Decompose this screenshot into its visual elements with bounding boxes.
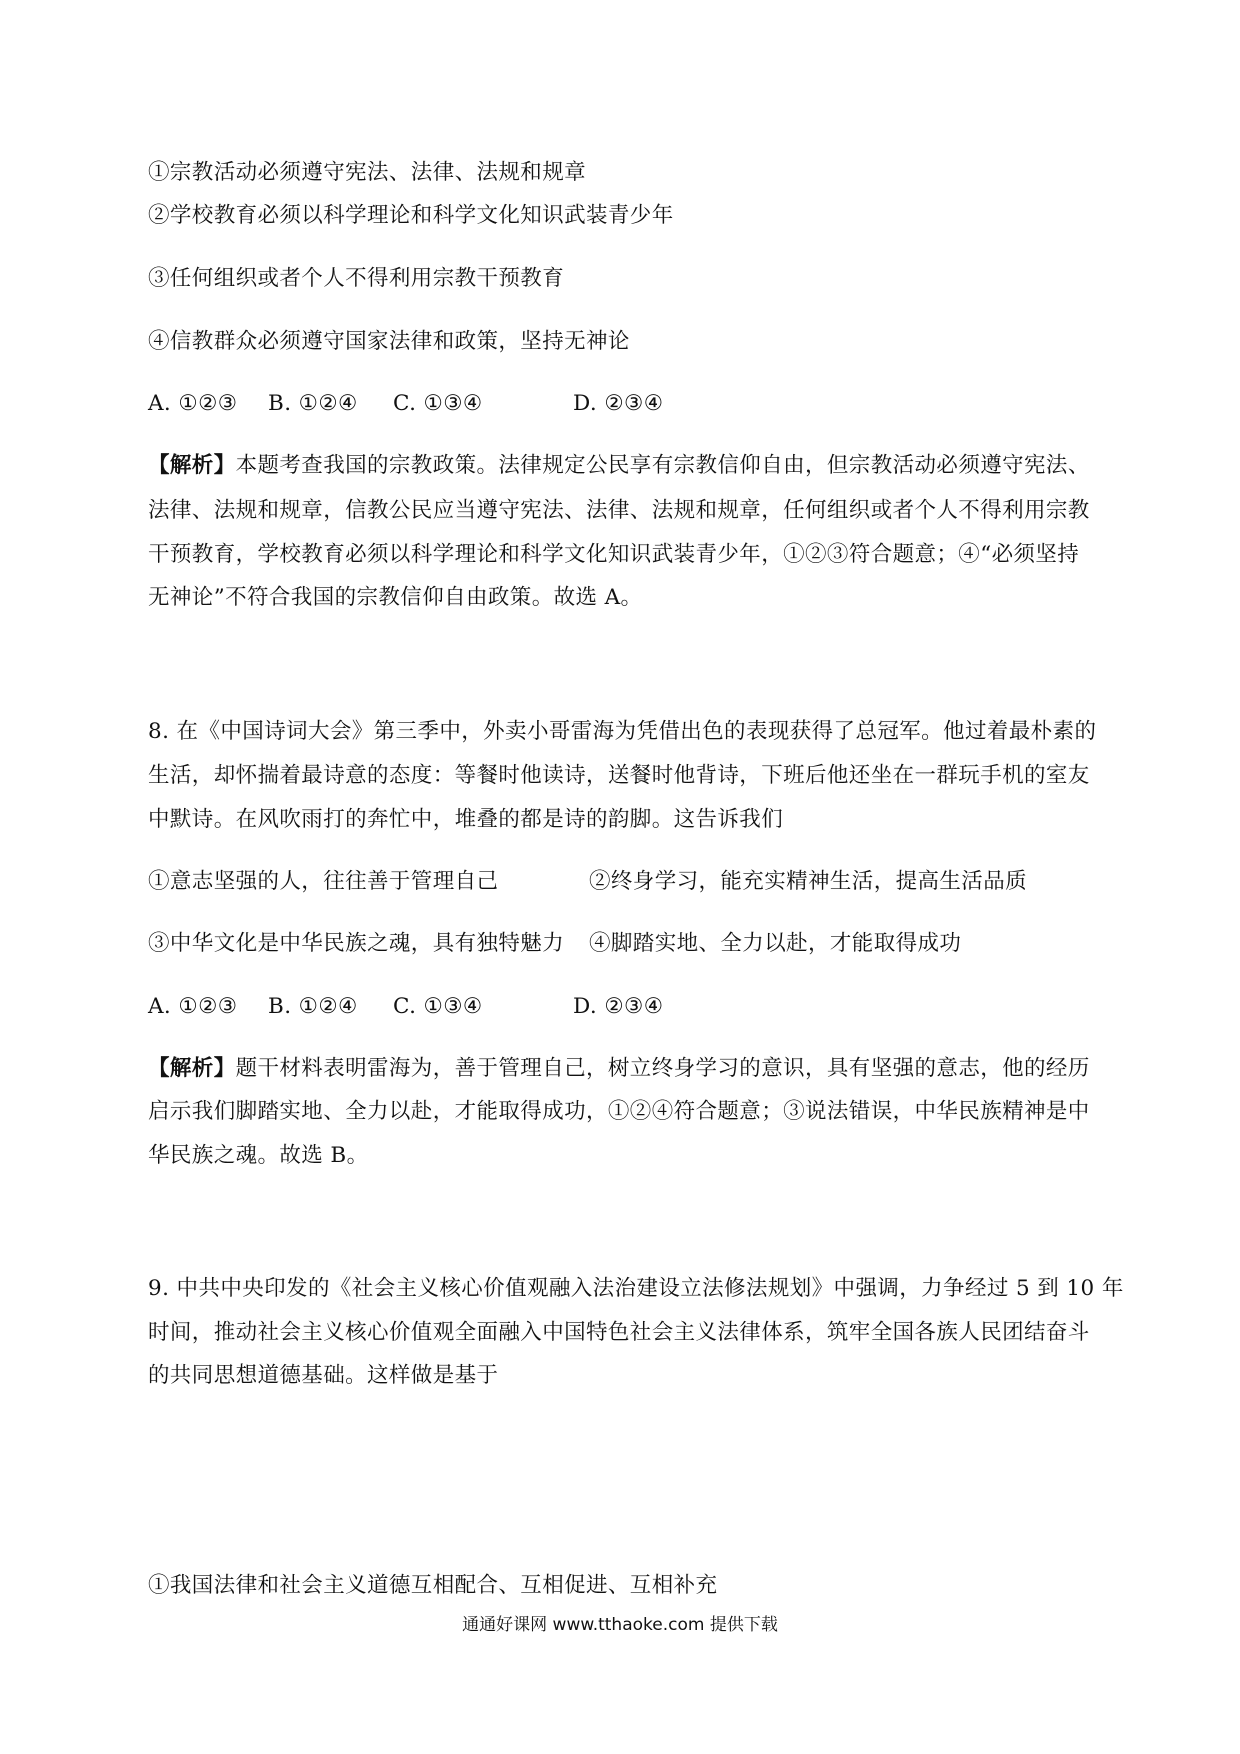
q7-statement-4: ④信教群众必须遵守国家法律和政策，坚持无神论 [148, 329, 630, 354]
page-footer: 通通好课网 www.tthaoke.com 提供下载 [462, 1615, 778, 1635]
q7-analysis-line-3: 干预教育，学校教育必须以科学理论和科学文化知识武装青少年，①②③符合题意；④“必须坚持 [148, 542, 1080, 567]
q8-statement-3: ③中华文化是中华民族之魂，具有独特魅力 [148, 931, 565, 956]
q9-statement-1: ①我国法律和社会主义道德互相配合、互相促进、互相补充 [148, 1573, 718, 1598]
q8-analysis-line-3: 华民族之魂。故选 B。 [148, 1143, 369, 1168]
q7-options [148, 389, 663, 419]
q8-stem-line-2: 生活，却怀揣着最诗意的态度：等餐时他读诗，送餐时他背诗，下班后他还坐在一群玩手机的室友 [148, 763, 1090, 788]
q8-stem-line-1: 8. 在《中国诗词大会》第三季中，外卖小哥雷海为凭借出色的表现获得了总冠军。他过着最朴素的 [148, 719, 1097, 744]
q7-analysis-line-1: 【解析】本题考查我国的宗教政策。法律规定公民享有宗教信仰自由，但宗教活动必须遵守宪法、 [148, 453, 1090, 478]
q8-option-b: B. ①②④ [268, 994, 358, 1019]
q7-statement-1: ①宗教活动必须遵守宪法、法律、法规和规章 [148, 160, 587, 185]
q7-analysis-line-2: 法律、法规和规章，信教公民应当遵守宪法、法律、法规和规章，任何组织或者个人不得利用宗教 [148, 498, 1090, 523]
q9-stem-line-3: 的共同思想道德基础。这样做是基于 [148, 1363, 499, 1388]
q8-statements-row-1 [148, 867, 1027, 897]
q8-analysis-label: 【解析】 [148, 1056, 236, 1081]
q8-statements-row-2 [148, 929, 961, 959]
q8-statement-2: ②终身学习，能充实精神生活，提高生活品质 [589, 869, 1028, 894]
q7-statement-3: ③任何组织或者个人不得利用宗教干预教育 [148, 266, 565, 291]
q8-stem-line-3: 中默诗。在风吹雨打的奔忙中，堆叠的都是诗的韵脚。这告诉我们 [148, 807, 784, 832]
q9-stem-line-1: 9. 中共中央印发的《社会主义核心价值观融入法治建设立法修法规划》中强调，力争经过 5 到 10 年 [148, 1276, 1124, 1301]
q8-analysis-line-1: 【解析】题干材料表明雷海为，善于管理自己，树立终身学习的意识，具有坚强的意志，他的经历 [148, 1056, 1090, 1081]
q7-option-a: A. ①②③ [148, 391, 238, 416]
q7-analysis-label: 【解析】 [148, 453, 236, 478]
q7-option-c: C. ①③④ [393, 391, 483, 416]
q8-option-c: C. ①③④ [393, 994, 483, 1019]
q7-statement-2: ②学校教育必须以科学理论和科学文化知识武装青少年 [148, 203, 674, 228]
q7-option-b: B. ①②④ [268, 391, 358, 416]
q7-analysis-line-4: 无神论”不符合我国的宗教信仰自由政策。故选 A。 [148, 585, 643, 610]
q8-statement-4: ④脚踏实地、全力以赴，才能取得成功 [589, 931, 962, 956]
q8-statement-1: ①意志坚强的人，往往善于管理自己 [148, 869, 499, 894]
q7-option-d: D. ②③④ [573, 391, 664, 416]
q9-stem-line-2: 时间，推动社会主义核心价值观全面融入中国特色社会主义法律体系，筑牢全国各族人民团结奋斗 [148, 1320, 1090, 1345]
q8-option-d: D. ②③④ [573, 994, 664, 1019]
q8-option-a: A. ①②③ [148, 994, 238, 1019]
q8-analysis-line-2: 启示我们脚踏实地、全力以赴，才能取得成功，①②④符合题意；③说法错误，中华民族精神是中 [148, 1099, 1090, 1124]
q8-options [148, 992, 663, 1022]
